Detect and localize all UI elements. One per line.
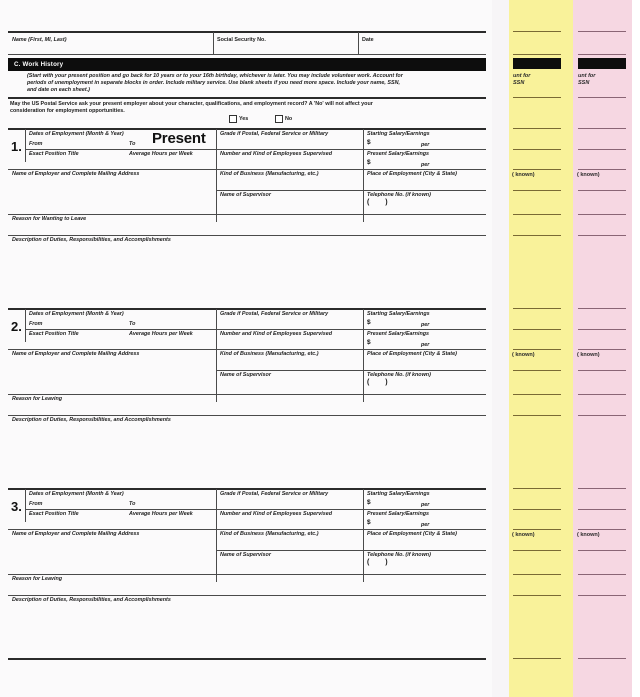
block-1-rule-business (216, 190, 486, 191)
checkbox-no[interactable] (275, 115, 283, 123)
copy-stub-pink-9 (578, 308, 626, 309)
block-3-label-dates: Dates of Employment (Month & Year) (29, 491, 124, 497)
copy-stub-pink-1 (578, 54, 626, 55)
block-3-label-hours: Average Hours per Week (129, 511, 193, 517)
block-3-rule-business (216, 550, 486, 551)
label-date: Date (362, 37, 374, 43)
copy-phone-pink-2: ( known) (577, 352, 600, 358)
block-1-label-supervisor: Name of Supervisor (220, 192, 271, 198)
block-2-rule-business (216, 370, 486, 371)
block-2-label-place: Place of Employment (City & State) (367, 351, 457, 357)
copy-stub-pink-12 (578, 370, 626, 371)
block-3-starting-dollar: $ (367, 499, 371, 506)
block-2-label-position: Exact Position Title (29, 331, 79, 337)
copy-stub-pink-19 (578, 574, 626, 575)
copy-stub-pink-3 (578, 128, 626, 129)
copy-stub-yellow-17 (513, 529, 561, 530)
block-1-rule-dates (26, 149, 216, 150)
block-2-rule-employer-bottom (8, 394, 486, 395)
block-1-label-reason: Reason for Wanting to Leave (12, 216, 87, 222)
copy-phone-yellow-2: ( known) (512, 352, 535, 358)
block-2-label-reason: Reason for Leaving (12, 396, 63, 402)
copy-stub-yellow-16 (513, 509, 561, 510)
block-1-label-position: Exact Position Title (29, 151, 79, 157)
block-2-label-dates: Dates of Employment (Month & Year) (29, 311, 124, 317)
block-3-label-employer: Name of Employer and Complete Mailing Address (12, 531, 140, 537)
copy-stub-pink-18 (578, 550, 626, 551)
block-2-starting-dollar: $ (367, 319, 371, 326)
block-1-label-present-salary: Present Salary/Earnings (367, 151, 430, 157)
contact-question-line-1: May the US Postal Service ask your present employer about your character, qualifications, and employment record? A 'No' will not affect your (10, 101, 373, 107)
copy-stub-yellow-8 (513, 235, 561, 236)
copy-section-bar-pink (578, 58, 626, 69)
block-1-top-rule (8, 128, 486, 130)
block-1-starting-dollar: $ (367, 139, 371, 146)
block-3-rule-reason-bottom (8, 595, 486, 596)
block-1-rule-salary (364, 149, 486, 150)
block-1-rule-grade (217, 149, 363, 150)
block-1-rule-mid (8, 169, 486, 170)
checkbox-yes-label: Yes (239, 116, 249, 122)
copy-stub-pink-2 (578, 97, 626, 98)
block-3-rule-mid (8, 529, 486, 530)
block-3-label-grade: Grade if Postal, Federal Service or Military (220, 491, 329, 497)
instruction-line-2: periods of unemployment in separate blocks in order. Include military service. Use blank sheets if you need more space. Include your name, SSN, (27, 80, 400, 86)
block-3-label-supervisor: Name of Supervisor (220, 552, 271, 558)
block-3-rule-salary (364, 509, 486, 510)
copy-stub-pink-16 (578, 509, 626, 510)
copy-stub-pink-20 (578, 595, 626, 596)
label-ssn: Social Security No. (217, 37, 266, 43)
block-1-number-divider (25, 129, 26, 162)
copy-stub-yellow-14 (513, 415, 561, 416)
block-1-label-telephone: Telephone No. (if known) (367, 192, 431, 198)
block-1-label-description: Description of Duties, Responsibilities, and Accomplishments (12, 237, 171, 243)
block-1-label-to: To (129, 141, 136, 147)
copy-stub-yellow-5 (513, 169, 561, 170)
header-bottom-rule (8, 54, 486, 55)
block-2-label-supervisor: Name of Supervisor (220, 372, 271, 378)
copy-stub-yellow-0 (513, 31, 561, 32)
copy-stub-pink-4 (578, 149, 626, 150)
block-2-rule-reason-bottom (8, 415, 486, 416)
copy-stub-yellow-18 (513, 550, 561, 551)
block-1-col-divider-1 (216, 129, 217, 222)
copy-phone-yellow-3: ( known) (512, 532, 535, 538)
block-2-label-from: From (29, 321, 43, 327)
copy-stub-yellow-1 (513, 54, 561, 55)
block-3-label-business: Kind of Business (Manufacturing, etc.) (220, 531, 319, 537)
block-3-rule-dates (26, 509, 216, 510)
block-1-label-place: Place of Employment (City & State) (367, 171, 457, 177)
copy-edge-text-pink-2: SSN (578, 80, 590, 86)
copy-stub-pink-5 (578, 169, 626, 170)
block-3-rule-employer-bottom (8, 574, 486, 575)
block-2-col-divider-1 (216, 309, 217, 402)
copy-stub-pink-15 (578, 488, 626, 489)
copy-stub-yellow-11 (513, 349, 561, 350)
instructions-rule (8, 97, 486, 99)
checkbox-no-label: No (285, 116, 293, 122)
block-1-label-from: From (29, 141, 43, 147)
block-2-label-telephone: Telephone No. (if known) (367, 372, 431, 378)
block-3-starting-per: per (421, 502, 430, 508)
block-1-rule-employer-bottom (8, 214, 486, 215)
copy-stub-pink-0 (578, 31, 626, 32)
block-3-label-position: Exact Position Title (29, 511, 79, 517)
block-2-number-divider (25, 309, 26, 342)
copy-stub-pink-8 (578, 235, 626, 236)
checkbox-yes[interactable] (229, 115, 237, 123)
block-2-present-per: per (421, 342, 430, 348)
block-2-phone-parens: ( ) (367, 379, 395, 386)
copy-stub-yellow-13 (513, 394, 561, 395)
block-1-label-grade: Grade if Postal, Federal Service or Military (220, 131, 329, 137)
copy-stub-pink-14 (578, 415, 626, 416)
block-1-col-divider-2 (363, 129, 364, 222)
block-2-rule-salary (364, 329, 486, 330)
block-2-starting-per: per (421, 322, 430, 328)
block-1-label-business: Kind of Business (Manufacturing, etc.) (220, 171, 319, 177)
block-3-col-divider-1 (216, 489, 217, 582)
copy-stub-yellow-6 (513, 190, 561, 191)
block-2-rule-grade (217, 329, 363, 330)
block-1-present-per: per (421, 162, 430, 168)
block-1-phone-parens: ( ) (367, 199, 395, 206)
copy-stub-yellow-15 (513, 488, 561, 489)
block-1-label-supervised: Number and Kind of Employees Supervised (220, 151, 333, 157)
block-1-label-starting-salary: Starting Salary/Earnings (367, 131, 430, 137)
block-1-starting-per: per (421, 142, 430, 148)
copy-edge-text-yellow-2: SSN (513, 80, 525, 86)
copy-stub-pink-11 (578, 349, 626, 350)
block-1-rule-reason-bottom (8, 235, 486, 236)
block-1-label-employer: Name of Employer and Complete Mailing Address (12, 171, 140, 177)
block-3-label-starting-salary: Starting Salary/Earnings (367, 491, 430, 497)
block-3-label-supervised: Number and Kind of Employees Supervised (220, 511, 333, 517)
block-1-label-hours: Average Hours per Week (129, 151, 193, 157)
block-2-label-starting-salary: Starting Salary/Earnings (367, 311, 430, 317)
label-name: Name (First, MI, Last) (12, 37, 67, 43)
copy-stub-pink-7 (578, 214, 626, 215)
block-2-number: 2. (11, 319, 22, 334)
block-2-label-to: To (129, 321, 136, 327)
block-2-label-description: Description of Duties, Responsibilities, and Accomplishments (12, 417, 171, 423)
header-top-rule (8, 31, 486, 33)
copy-edge-text-pink-1: unt for (578, 73, 596, 79)
copy-stub-pink-13 (578, 394, 626, 395)
block-1-label-dates: Dates of Employment (Month & Year) (29, 131, 124, 137)
copy-stub-yellow-2 (513, 97, 561, 98)
block-3-label-telephone: Telephone No. (if known) (367, 552, 431, 558)
copy-stub-pink-17 (578, 529, 626, 530)
copy-phone-pink-1: ( known) (577, 172, 600, 178)
block-3-label-present-salary: Present Salary/Earnings (367, 511, 430, 517)
block-2-present-dollar: $ (367, 339, 371, 346)
block-3-number: 3. (11, 499, 22, 514)
block-2-col-divider-2 (363, 309, 364, 402)
contact-question-line-2: consideration for employment opportunities. (10, 108, 125, 114)
copy-stub-yellow-7 (513, 214, 561, 215)
copy-stub-yellow-9 (513, 308, 561, 309)
present-marker: Present (152, 130, 206, 147)
section-c-header-bar (8, 58, 486, 71)
block-3-label-reason: Reason for Leaving (12, 576, 63, 582)
block-2-rule-mid (8, 349, 486, 350)
block-3-label-description: Description of Duties, Responsibilities, and Accomplishments (12, 597, 171, 603)
block-2-label-grade: Grade if Postal, Federal Service or Military (220, 311, 329, 317)
copy-phone-pink-3: ( known) (577, 532, 600, 538)
block-2-label-employer: Name of Employer and Complete Mailing Address (12, 351, 140, 357)
block-3-label-to: To (129, 501, 136, 507)
copy-stub-pink-10 (578, 329, 626, 330)
white-carbonless-copy (490, 0, 509, 697)
block-3-present-per: per (421, 522, 430, 528)
header-divider-2 (358, 32, 359, 54)
block-2-label-business: Kind of Business (Manufacturing, etc.) (220, 351, 319, 357)
copy-stub-pink-21 (578, 658, 626, 659)
section-c-title: C. Work History (14, 61, 64, 68)
block-3-present-dollar: $ (367, 519, 371, 526)
copy-stub-yellow-3 (513, 128, 561, 129)
block-1-number: 1. (11, 139, 22, 154)
block-3-label-from: From (29, 501, 43, 507)
copy-stub-yellow-20 (513, 595, 561, 596)
block-2-rule-dates (26, 329, 216, 330)
copy-stub-yellow-12 (513, 370, 561, 371)
copy-edge-text-yellow-1: unt for (513, 73, 531, 79)
copy-section-bar-yellow (513, 58, 561, 69)
form-bottom-rule (8, 658, 486, 660)
block-1-present-dollar: $ (367, 159, 371, 166)
block-3-rule-grade (217, 509, 363, 510)
instruction-line-3: and date on each sheet.) (27, 87, 90, 93)
block-3-top-rule (8, 488, 486, 490)
copy-stub-yellow-4 (513, 149, 561, 150)
header-divider-1 (213, 32, 214, 54)
instruction-line-1: (Start with your present position and go back for 10 years or to your 16th birthday, whichever is later. You may include volunteer work. Account for (27, 73, 403, 79)
block-3-col-divider-2 (363, 489, 364, 582)
block-2-label-present-salary: Present Salary/Earnings (367, 331, 430, 337)
copy-stub-yellow-10 (513, 329, 561, 330)
copy-stub-yellow-21 (513, 658, 561, 659)
block-2-label-hours: Average Hours per Week (129, 331, 193, 337)
block-2-label-supervised: Number and Kind of Employees Supervised (220, 331, 333, 337)
block-2-top-rule (8, 308, 486, 310)
block-3-label-place: Place of Employment (City & State) (367, 531, 457, 537)
copy-stub-pink-6 (578, 190, 626, 191)
block-3-phone-parens: ( ) (367, 559, 395, 566)
copy-stub-yellow-19 (513, 574, 561, 575)
block-3-number-divider (25, 489, 26, 522)
copy-phone-yellow-1: ( known) (512, 172, 535, 178)
